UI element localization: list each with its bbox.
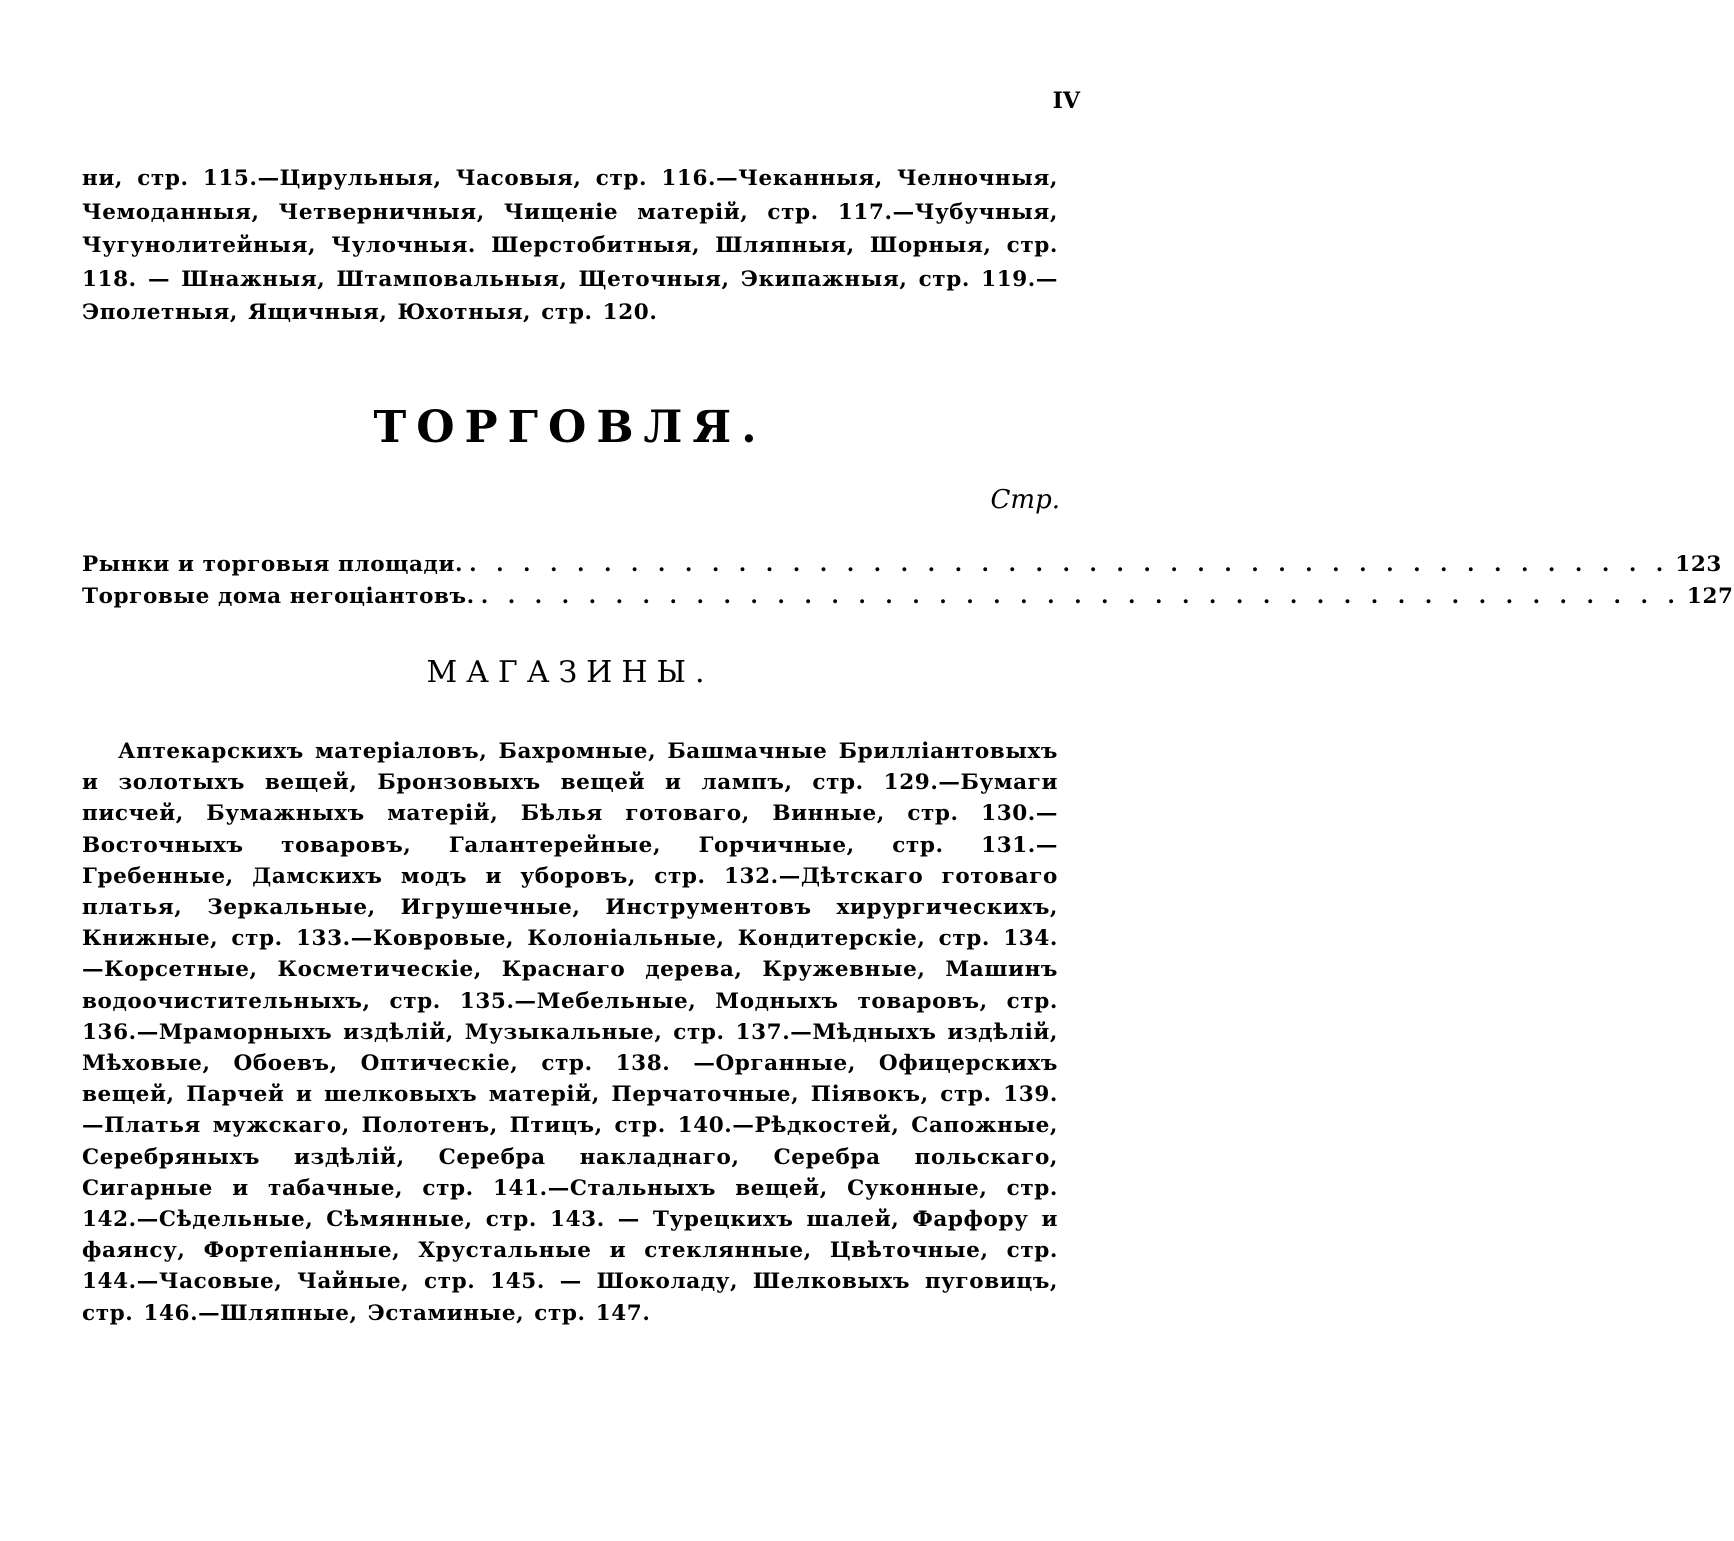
toc-leader-dots: . . . . . . . . . . . . . . . . . . . . . . . . . . . . . . . . . . . . . . . . . . . . . [469,552,1670,577]
toc-entry-label: Торговые дома негоціантовъ. [82,584,475,609]
toc-entry-page: 123 [1675,552,1722,577]
page-number: IV [1052,88,1080,114]
continuation-paragraph: ни, стр. 115.—Цирульныя, Часовыя, стр. 116.—Чеканныя, Челночныя, Чемоданныя, Четверничныя, Чищеніе матерій, стр. 117.—Чубучныя, Чугунолитейныя, Чулочныя. Шерстобитныя, Шляпныя, Шорныя, стр. 118. — Шнажныя, Штамповальныя, Щеточныя, Экипажныя, стр. 119.—Эполетныя, Ящичныя, Юхотныя, стр. 120. [82,166,1058,325]
toc-entry [82,584,1734,616]
toc-entry-page: 127 [1686,584,1734,609]
table-of-contents [82,552,1734,616]
subsection-title: МАГАЗИНЫ. [426,655,714,690]
toc-entry-label: Рынки и торговыя площади. [82,552,464,577]
toc-entry [82,552,1722,584]
page-column-label: Стр. [990,485,1060,515]
shops-paragraph: Аптекарскихъ матеріаловъ, Бахромные, Башмачные Бриллiантовыхъ и золотыхъ вещей, Бронзовыхъ вещей и лампъ, стр. 129.—Бумаги писчей, Бумажныхъ матерій, Бѣлья готоваго, Винные, стр. 130.—Восточныхъ товаровъ, Галантерейные, Горчичные, стр. 131.—Гребенные, Дамскихъ модъ и уборовъ, стр. 132.—Дѣтскаго готоваго платья, Зеркальные, Игрушечные, Инструментовъ хирургическихъ, Книжные, стр. 133.—Ковровые, Колоніальные, Кондитерскіе, стр. 134.—Корсетные, Косметическіе, Краснаго дерева, Кружевные, Машинъ водоочистительныхъ, стр. 135.—Мебельные, Модныхъ товаровъ, стр. 136.—Мраморныхъ издѣлій, Музыкальные, стр. 137.—Мѣдныхъ издѣлій, Мѣховые, Обоевъ, Оптическіе, стр. 138. —Органные, Офицерскихъ вещей, Парчей и шелковыхъ матерій, Перчаточные, Пiявокъ, стр. 139. —Платья мужскаго, Полотенъ, Птицъ, стр. 140.—Рѣдкостей, Сапожные, Серебряныхъ издѣлій, Серебра накладнаго, Серебра польскаго, Сигарные и табачные, стр. 141.—Стальныхъ вещей, Суконные, стр. 142.—Сѣдельные, Сѣмянные, стр. 143. — Турецкихъ шалей, Фарфору и фаянсу, Фортепіанные, Хрустальные и стеклянные, Цвѣточные, стр. 144.—Часовые, Чайные, стр. 145. — Шоколаду, Шелковыхъ пуговицъ, стр. 146.—Шляпные, Эстаминые, стр. 147. [82,739,1058,1326]
toc-leader-dots: . . . . . . . . . . . . . . . . . . . . . . . . . . . . . . . . . . . . . . . . . . . . . [480,584,1681,609]
section-title: ТОРГОВЛЯ. [373,402,767,453]
